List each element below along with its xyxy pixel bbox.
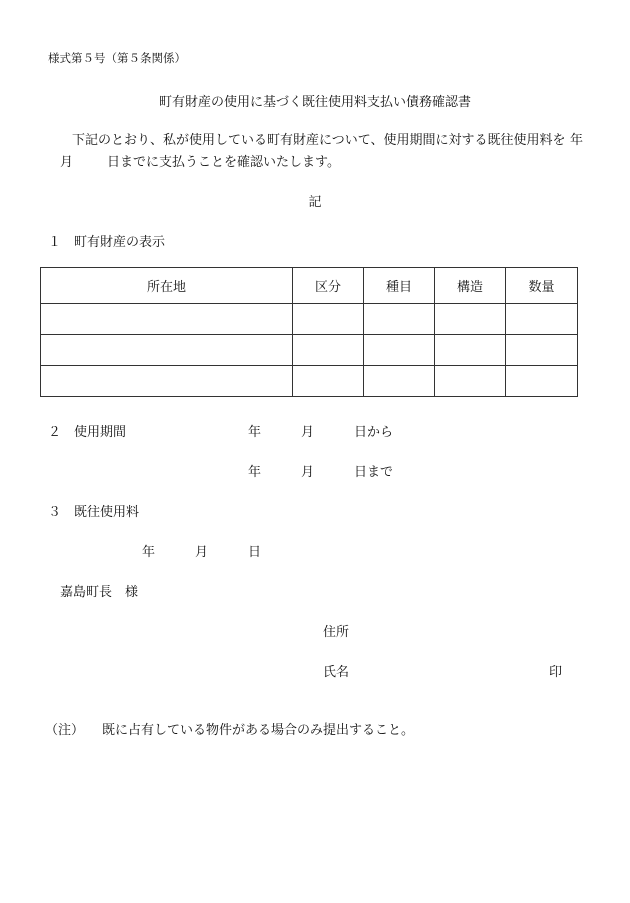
- table-row: [41, 366, 578, 397]
- body-month: 月: [60, 155, 74, 170]
- table-cell[interactable]: [364, 335, 435, 366]
- section-2-heading: ２ 使用期間: [48, 425, 127, 440]
- body-year: 年: [570, 133, 584, 148]
- table-cell[interactable]: [293, 366, 364, 397]
- column-header-type: 種目: [364, 268, 435, 304]
- period-end-month: 月: [301, 465, 315, 480]
- table-cell[interactable]: [41, 366, 293, 397]
- period-start-year: 年: [248, 425, 262, 440]
- note-text: 既に占有している物件がある場合のみ提出すること。: [102, 723, 415, 738]
- column-header-quantity: 数量: [506, 268, 578, 304]
- table-row: [41, 335, 578, 366]
- table-cell[interactable]: [293, 335, 364, 366]
- table-cell[interactable]: [435, 335, 506, 366]
- period-start-day: 日から: [354, 425, 394, 440]
- table-cell[interactable]: [41, 304, 293, 335]
- date-month: 月: [195, 545, 209, 560]
- form-number: 様式第５号（第５条関係）: [48, 51, 186, 65]
- table-row: [41, 304, 578, 335]
- period-start-month: 月: [301, 425, 315, 440]
- body-line-1: 下記のとおり、私が使用している町有財産について、使用期間に対する既往使用料を: [72, 133, 566, 148]
- table-cell[interactable]: [506, 304, 578, 335]
- table-cell[interactable]: [506, 335, 578, 366]
- seal-mark: 印: [549, 665, 563, 680]
- table-cell[interactable]: [435, 366, 506, 397]
- section-1-heading: １ 町有財産の表示: [48, 235, 166, 250]
- body-line-2: 日までに支払うことを確認いたします。: [107, 155, 340, 170]
- addressee: 嘉島町長 様: [60, 585, 139, 600]
- name-label: 氏名: [323, 665, 350, 680]
- asset-table: [40, 267, 578, 397]
- table-cell[interactable]: [364, 366, 435, 397]
- column-header-structure: 構造: [435, 268, 506, 304]
- date-day: 日: [248, 545, 262, 560]
- table-header-row: [41, 268, 578, 304]
- period-end-day: 日まで: [354, 465, 394, 480]
- address-label: 住所: [323, 625, 350, 640]
- table-cell[interactable]: [41, 335, 293, 366]
- document-title: 町有財産の使用に基づく既往使用料支払い債務確認書: [158, 95, 471, 110]
- ki-label: 記: [308, 195, 322, 210]
- table-cell[interactable]: [506, 366, 578, 397]
- note-label: （注）: [45, 723, 85, 738]
- period-end-year: 年: [248, 465, 262, 480]
- section-3-heading: ３ 既往使用料: [48, 505, 140, 520]
- table-cell[interactable]: [364, 304, 435, 335]
- table-cell[interactable]: [293, 304, 364, 335]
- table-cell[interactable]: [435, 304, 506, 335]
- column-header-location: 所在地: [41, 268, 293, 304]
- date-year: 年: [142, 545, 156, 560]
- column-header-category: 区分: [293, 268, 364, 304]
